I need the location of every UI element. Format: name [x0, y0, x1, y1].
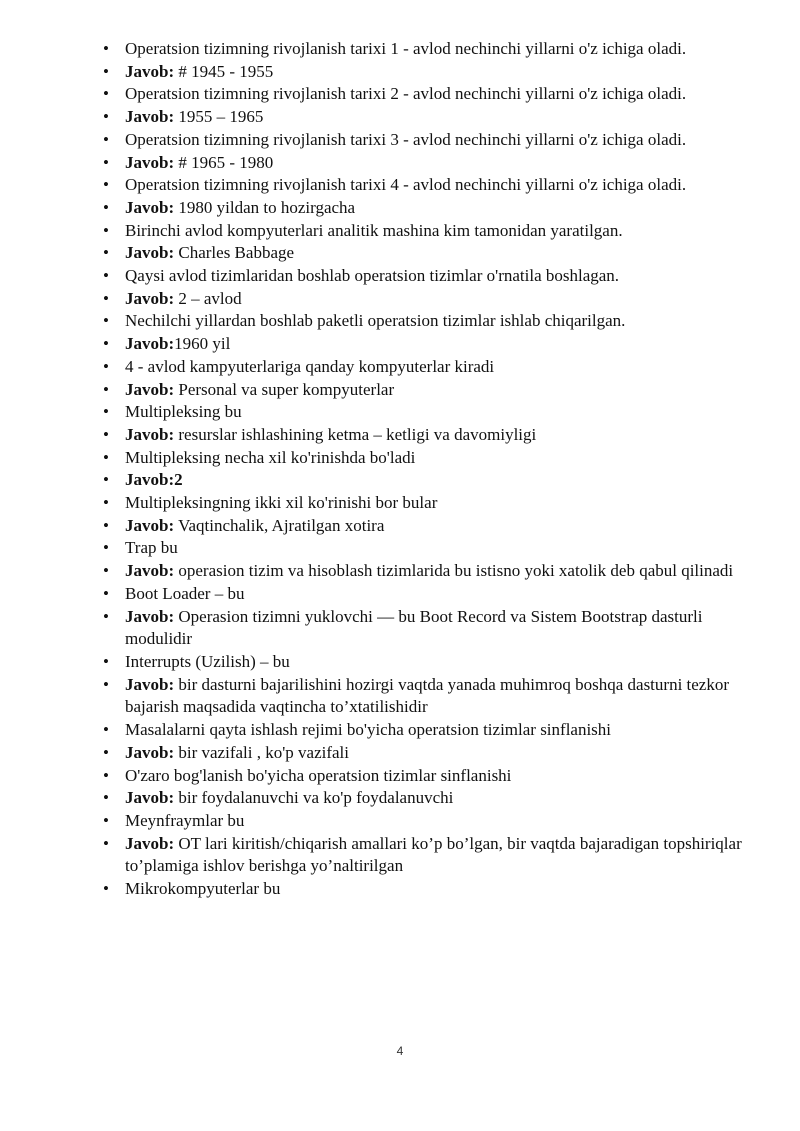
- question-item: [0, 129, 800, 152]
- question-text: Nechilchi yillardan boshlab paketli operatsion tizimlar ishlab chiqarilgan.: [125, 311, 626, 331]
- answer-text: # 1965 - 1980: [174, 152, 274, 172]
- bullet-icon: •: [103, 197, 109, 217]
- answer-text: Vaqtinchalik, Ajratilgan xotira: [174, 515, 385, 535]
- bullet-icon: •: [103, 720, 109, 740]
- answer-label: Javob:: [125, 833, 175, 853]
- bullet-icon: •: [103, 765, 109, 785]
- question-item: [0, 265, 800, 288]
- answer-item: [0, 469, 800, 492]
- bullet-icon: •: [103, 833, 109, 853]
- question-item: [0, 810, 800, 833]
- question-text: Operatsion tizimning rivojlanish tarixi 3 - avlod nechinchi yillarni o'z ichiga oladi.: [125, 129, 687, 149]
- bullet-icon: •: [103, 356, 109, 376]
- answer-item: [0, 61, 800, 84]
- question-item: [0, 583, 800, 606]
- answer-item: [0, 379, 800, 402]
- bullet-icon: •: [103, 311, 109, 331]
- question-text: Multipleksingning ikki xil ko'rinishi bor bular: [125, 493, 438, 513]
- answer-label: Javob:: [125, 674, 175, 694]
- answer-label: Javob:: [125, 606, 175, 626]
- answer-item: [0, 333, 800, 356]
- bullet-icon: •: [103, 243, 109, 263]
- question-item: [0, 356, 800, 379]
- bullet-icon: •: [103, 493, 109, 513]
- question-text: Multipleksing bu: [125, 402, 242, 422]
- bullet-icon: •: [103, 424, 109, 444]
- question-text: Meynfraymlar bu: [125, 810, 245, 830]
- answer-label: Javob:: [125, 424, 175, 444]
- answer-label: Javob:2: [125, 470, 183, 490]
- answer-text: bir foydalanuvchi va ko'p foydalanuvchi: [174, 788, 454, 808]
- answer-label: Javob:: [125, 788, 175, 808]
- bullet-icon: •: [103, 266, 109, 286]
- answer-item: [0, 152, 800, 175]
- question-item: [0, 719, 800, 742]
- bullet-icon: •: [103, 470, 109, 490]
- bullet-icon: •: [103, 788, 109, 808]
- question-item: [0, 651, 800, 674]
- question-item: [0, 537, 800, 560]
- question-item: [0, 492, 800, 515]
- question-text: Birinchi avlod kompyuterlari analitik mashina kim tamonidan yaratilgan.: [125, 220, 623, 240]
- question-item: [0, 878, 800, 901]
- page-number: 4: [396, 1044, 404, 1058]
- bullet-icon: •: [103, 538, 109, 558]
- bullet-icon: •: [103, 606, 109, 626]
- bullet-icon: •: [103, 742, 109, 762]
- question-text: Multipleksing necha xil ko'rinishda bo'ladi: [125, 447, 416, 467]
- question-item: [0, 38, 800, 61]
- question-text: Operatsion tizimning rivojlanish tarixi 4 - avlod nechinchi yillarni o'z ichiga oladi.: [125, 175, 687, 195]
- question-text: Boot Loader – bu: [125, 583, 245, 603]
- bullet-icon: •: [103, 810, 109, 830]
- answer-text: 1980 yildan to hozirgacha: [174, 197, 356, 217]
- answer-label: Javob:: [125, 197, 175, 217]
- answer-text: bir vazifali , ko'p vazifali: [174, 742, 350, 762]
- answer-item: [0, 515, 800, 538]
- answer-label: Javob:: [125, 379, 175, 399]
- answer-text: Operasion tizimni yuklovchi — bu Boot Record va Sistem Bootstrap dasturli modulidir: [125, 606, 703, 649]
- question-text: Trap bu: [125, 538, 178, 558]
- answer-label: Javob:: [125, 107, 175, 127]
- bullet-icon: •: [103, 447, 109, 467]
- answer-label: Javob:: [125, 288, 175, 308]
- question-text: 4 - avlod kampyuterlariga qanday kompyuterlar kiradi: [125, 356, 495, 376]
- answer-label: Javob:: [125, 243, 175, 263]
- answer-item: [0, 606, 800, 651]
- bullet-icon: •: [103, 402, 109, 422]
- answer-text: bir dasturni bajarilishini hozirgi vaqtda yanada muhimroq boshqa dasturni tezkor bajarish maqsadida vaqtincha to’xtatilishidir: [125, 674, 730, 717]
- qa-list: [0, 38, 800, 901]
- answer-item: [0, 787, 800, 810]
- answer-text: 1960 yil: [174, 334, 231, 354]
- answer-text: OT lari kiritish/chiqarish amallari ko’p bo’lgan, bir vaqtda bajaradigan topshiriqlar to’plamiga ishlov berishga yo’naltirilgan: [125, 833, 742, 876]
- question-text: Mikrokompyuterlar bu: [125, 879, 281, 899]
- question-item: [0, 447, 800, 470]
- answer-item: [0, 560, 800, 583]
- answer-text: operasion tizim va hisoblash tizimlarida bu istisno yoki xatolik deb qabul qilinadi: [174, 561, 734, 581]
- question-item: [0, 220, 800, 243]
- answer-item: [0, 106, 800, 129]
- bullet-icon: •: [103, 84, 109, 104]
- answer-label: Javob:: [125, 152, 175, 172]
- answer-label: Javob:: [125, 61, 175, 81]
- bullet-icon: •: [103, 334, 109, 354]
- question-item: [0, 83, 800, 106]
- bullet-icon: •: [103, 152, 109, 172]
- bullet-icon: •: [103, 879, 109, 899]
- bullet-icon: •: [103, 129, 109, 149]
- question-text: Operatsion tizimning rivojlanish tarixi 2 - avlod nechinchi yillarni o'z ichiga oladi.: [125, 84, 687, 104]
- answer-item: [0, 288, 800, 311]
- answer-item: [0, 742, 800, 765]
- answer-item: [0, 833, 800, 878]
- question-item: [0, 765, 800, 788]
- question-text: Operatsion tizimning rivojlanish tarixi 1 - avlod nechinchi yillarni o'z ichiga oladi.: [125, 39, 687, 58]
- bullet-icon: •: [103, 288, 109, 308]
- bullet-icon: •: [103, 561, 109, 581]
- answer-text: resurslar ishlashining ketma – ketligi va davomiyligi: [174, 424, 537, 444]
- answer-text: # 1945 - 1955: [174, 61, 274, 81]
- bullet-icon: •: [103, 379, 109, 399]
- question-text: Interrupts (Uzilish) – bu: [125, 651, 290, 671]
- answer-item: [0, 424, 800, 447]
- bullet-icon: •: [103, 220, 109, 240]
- answer-text: 2 – avlod: [174, 288, 242, 308]
- bullet-icon: •: [103, 651, 109, 671]
- answer-text: 1955 – 1965: [174, 107, 264, 127]
- answer-item: [0, 197, 800, 220]
- question-text: O'zaro bog'lanish bo'yicha operatsion tizimlar sinflanishi: [125, 765, 512, 785]
- bullet-icon: •: [103, 674, 109, 694]
- bullet-icon: •: [103, 175, 109, 195]
- bullet-icon: •: [103, 107, 109, 127]
- answer-item: [0, 674, 800, 719]
- question-item: [0, 174, 800, 197]
- bullet-icon: •: [103, 515, 109, 535]
- answer-text: Charles Babbage: [174, 243, 295, 263]
- answer-label: Javob:: [125, 561, 175, 581]
- question-text: Masalalarni qayta ishlash rejimi bo'yicha operatsion tizimlar sinflanishi: [125, 720, 612, 740]
- answer-label: Javob:: [125, 334, 175, 354]
- bullet-icon: •: [103, 39, 109, 58]
- question-text: Qaysi avlod tizimlaridan boshlab operatsion tizimlar o'rnatila boshlagan.: [125, 266, 620, 286]
- answer-label: Javob:: [125, 515, 175, 535]
- answer-item: [0, 242, 800, 265]
- question-item: [0, 310, 800, 333]
- answer-label: Javob:: [125, 742, 175, 762]
- bullet-icon: •: [103, 583, 109, 603]
- answer-text: Personal va super kompyuterlar: [174, 379, 395, 399]
- question-item: [0, 401, 800, 424]
- bullet-icon: •: [103, 61, 109, 81]
